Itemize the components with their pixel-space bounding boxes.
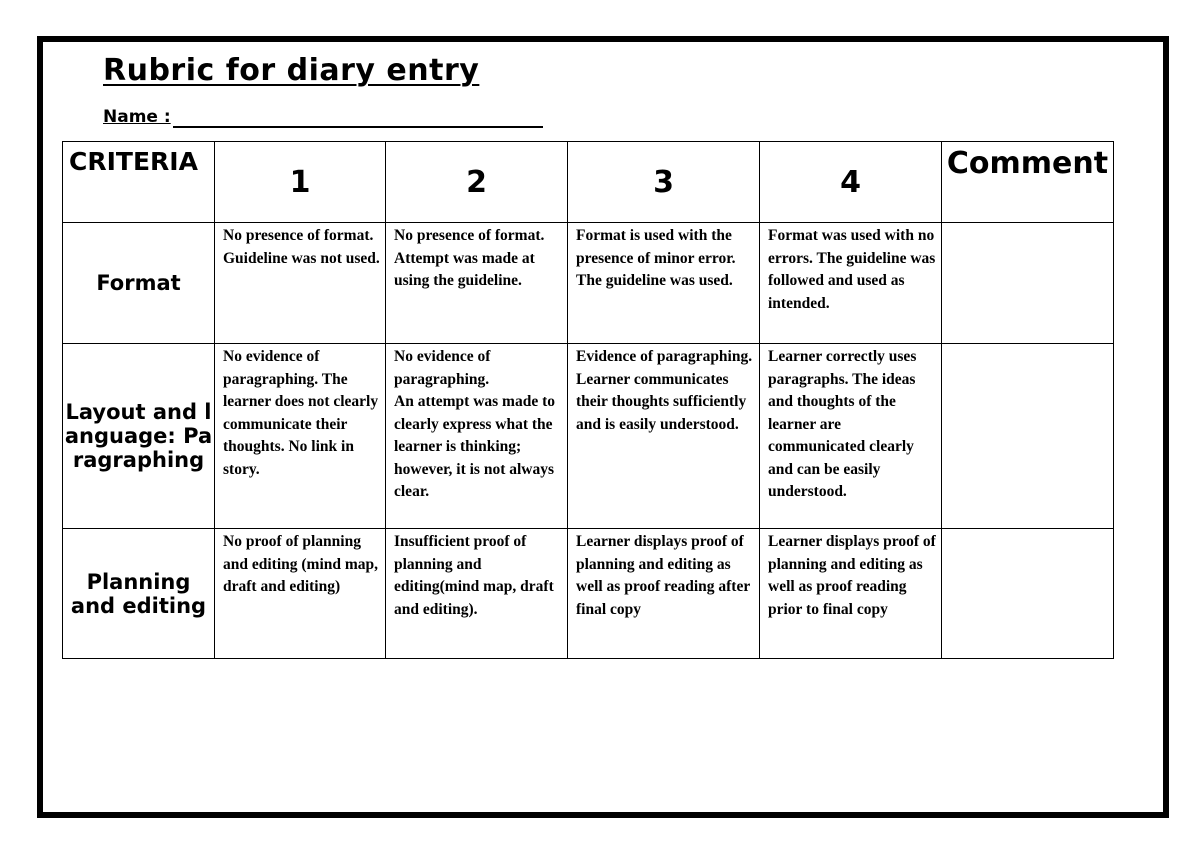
rubric-table <box>62 141 1114 659</box>
table-row <box>63 344 1114 529</box>
table-row <box>63 529 1114 659</box>
table-row <box>63 223 1114 344</box>
header-row <box>63 142 1114 223</box>
document-title: Rubric for diary entry <box>103 53 480 88</box>
header-level-3: 3 <box>568 142 760 223</box>
name-label: Name : <box>103 107 171 127</box>
level-1-cell: No presence of format. Guideline was not used. <box>215 223 386 344</box>
name-blank-line[interactable] <box>173 108 543 128</box>
level-1-cell: No evidence of paragraphing. The learner does not clearly communicate their thoughts. No link in story. <box>215 344 386 529</box>
header-level-2: 2 <box>386 142 568 223</box>
level-2-cell: Insufficient proof of planning and editing(mind map, draft and editing). <box>386 529 568 659</box>
level-4-cell: Learner displays proof of planning and editing as well as proof reading prior to final copy <box>760 529 942 659</box>
level-2-cell: No evidence of paragraphing. An attempt was made to clearly express what the learner is thinking; however, it is not always clear. <box>386 344 568 529</box>
level-3-cell: Format is used with the presence of minor error. The guideline was used. <box>568 223 760 344</box>
header-level-1: 1 <box>215 142 386 223</box>
comment-cell[interactable] <box>942 344 1114 529</box>
criterion-cell: Layout and language: Paragraphing <box>63 344 215 529</box>
level-4-cell: Learner correctly uses paragraphs. The ideas and thoughts of the learner are communicated clearly and can be easily understood. <box>760 344 942 529</box>
header-comment: Comment <box>942 142 1114 223</box>
comment-cell[interactable] <box>942 223 1114 344</box>
criterion-cell: Planning and editing <box>63 529 215 659</box>
header-level-4: 4 <box>760 142 942 223</box>
criterion-cell: Format <box>63 223 215 344</box>
header-criteria: CRITERIA <box>63 142 215 223</box>
level-1-cell: No proof of planning and editing (mind map, draft and editing) <box>215 529 386 659</box>
level-2-cell: No presence of format. Attempt was made at using the guideline. <box>386 223 568 344</box>
name-field[interactable] <box>103 106 543 128</box>
level-4-cell: Format was used with no errors. The guideline was followed and used as intended. <box>760 223 942 344</box>
comment-cell[interactable] <box>942 529 1114 659</box>
level-3-cell: Evidence of paragraphing. Learner communicates their thoughts sufficiently and is easily understood. <box>568 344 760 529</box>
level-3-cell: Learner displays proof of planning and editing as well as proof reading after final copy <box>568 529 760 659</box>
